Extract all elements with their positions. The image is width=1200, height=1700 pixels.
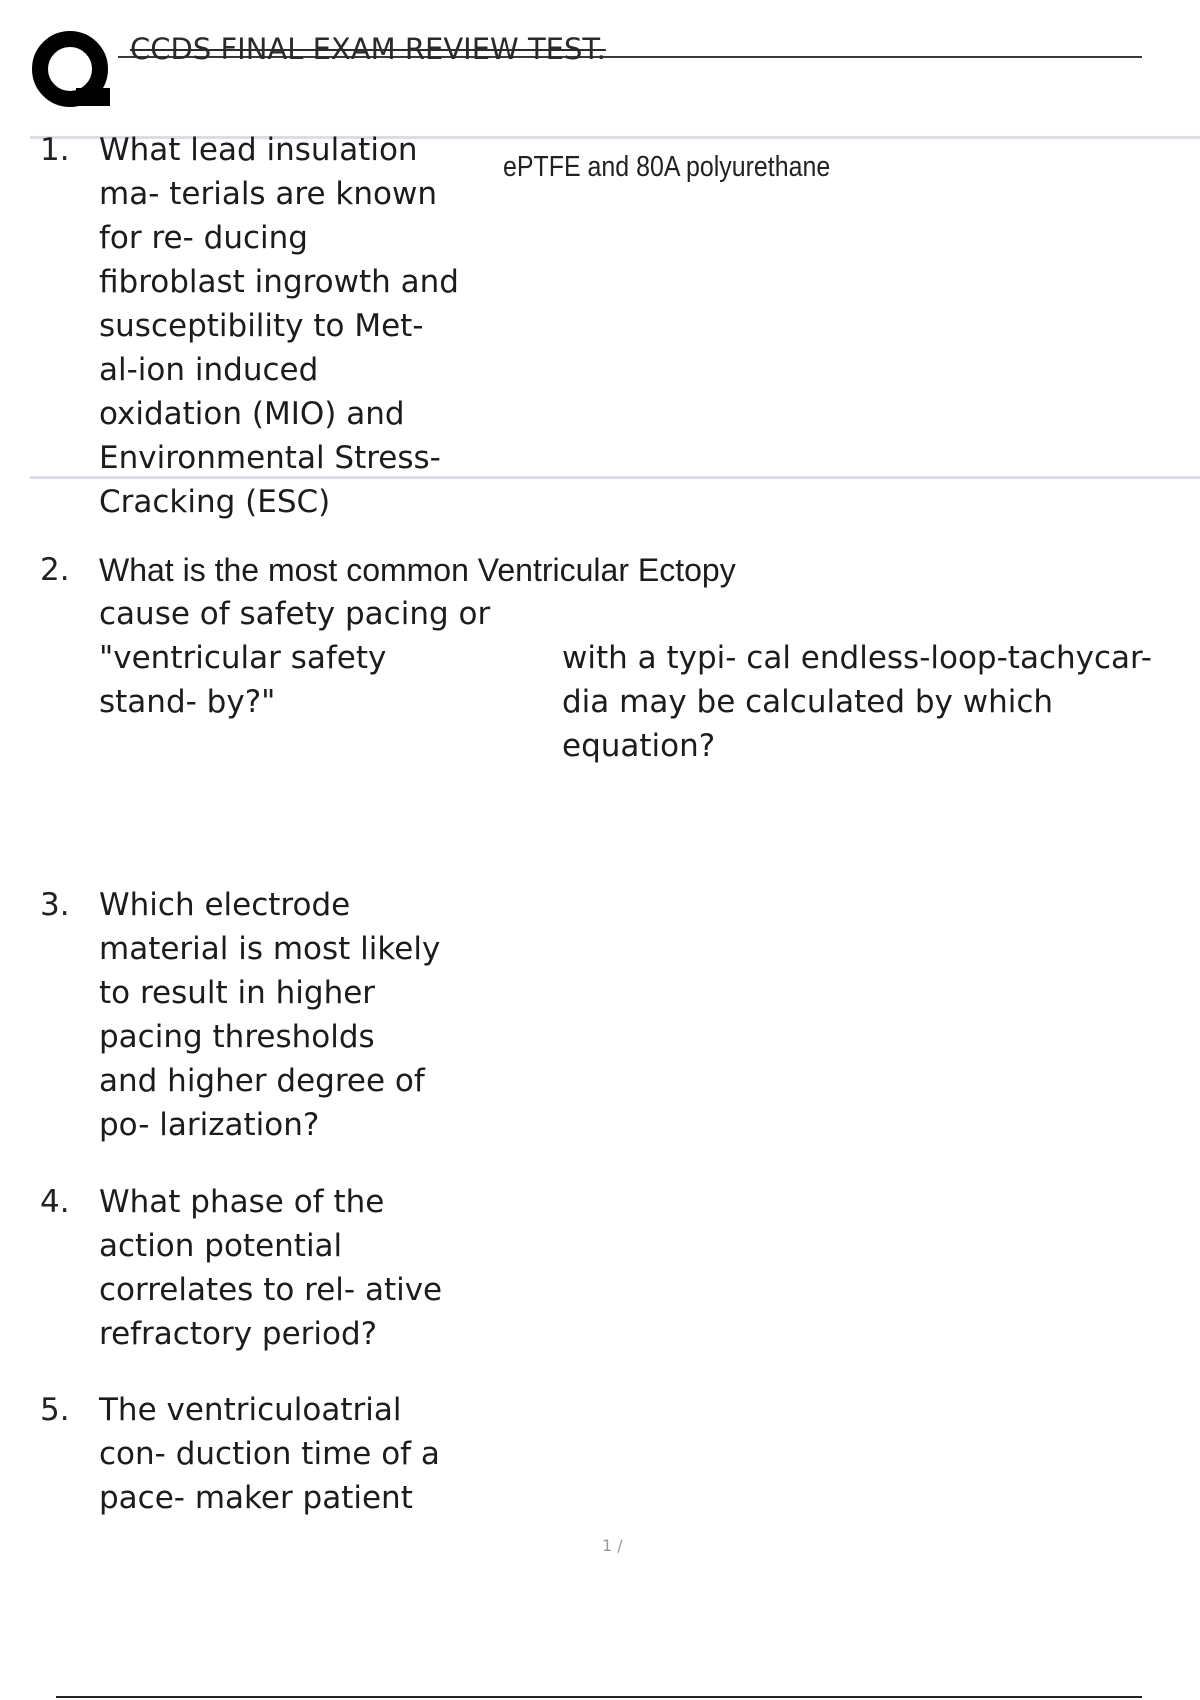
footer-rule [56, 1696, 1142, 1698]
question-1-text: What lead insulation ma- terials are known for re- ducing fibroblast ingrowth and susceptibility to Met- al-ion induced oxidation (MIO) and Environmental Stress- Cracking (ESC) [99, 132, 459, 520]
question-5-text: The ventriculoatrial con- duction time of a pace- maker patient [99, 1392, 440, 1516]
question-4-number: 4. [40, 1184, 70, 1220]
page-number: 1 / [602, 1536, 623, 1555]
question-2-first-line: What is the most common Ventricular Ectopy [99, 552, 736, 588]
question-5-number: 5. [40, 1392, 70, 1428]
question-2-text: cause of safety pacing or "ventricular safety stand- by?" [99, 596, 491, 720]
document-title: CCDS FINAL EXAM REVIEW TEST. [130, 32, 606, 66]
question-4-text: What phase of the action potential correlates to rel- ative refractory period? [99, 1184, 443, 1352]
question-1-answer: ePTFE and 80A polyurethane [503, 151, 831, 183]
q-logo-icon [30, 30, 110, 112]
question-2-number: 2. [40, 552, 70, 588]
question-3-text: Which electrode material is most likely to result in higher pacing thresholds and higher degree of po- larization? [99, 887, 441, 1143]
question-3-number: 3. [40, 887, 70, 923]
question-1-number: 1. [40, 132, 70, 168]
question-5-continuation: with a typi- cal endless-loop-tachycar- dia may be calculated by which equation? [562, 640, 1152, 764]
